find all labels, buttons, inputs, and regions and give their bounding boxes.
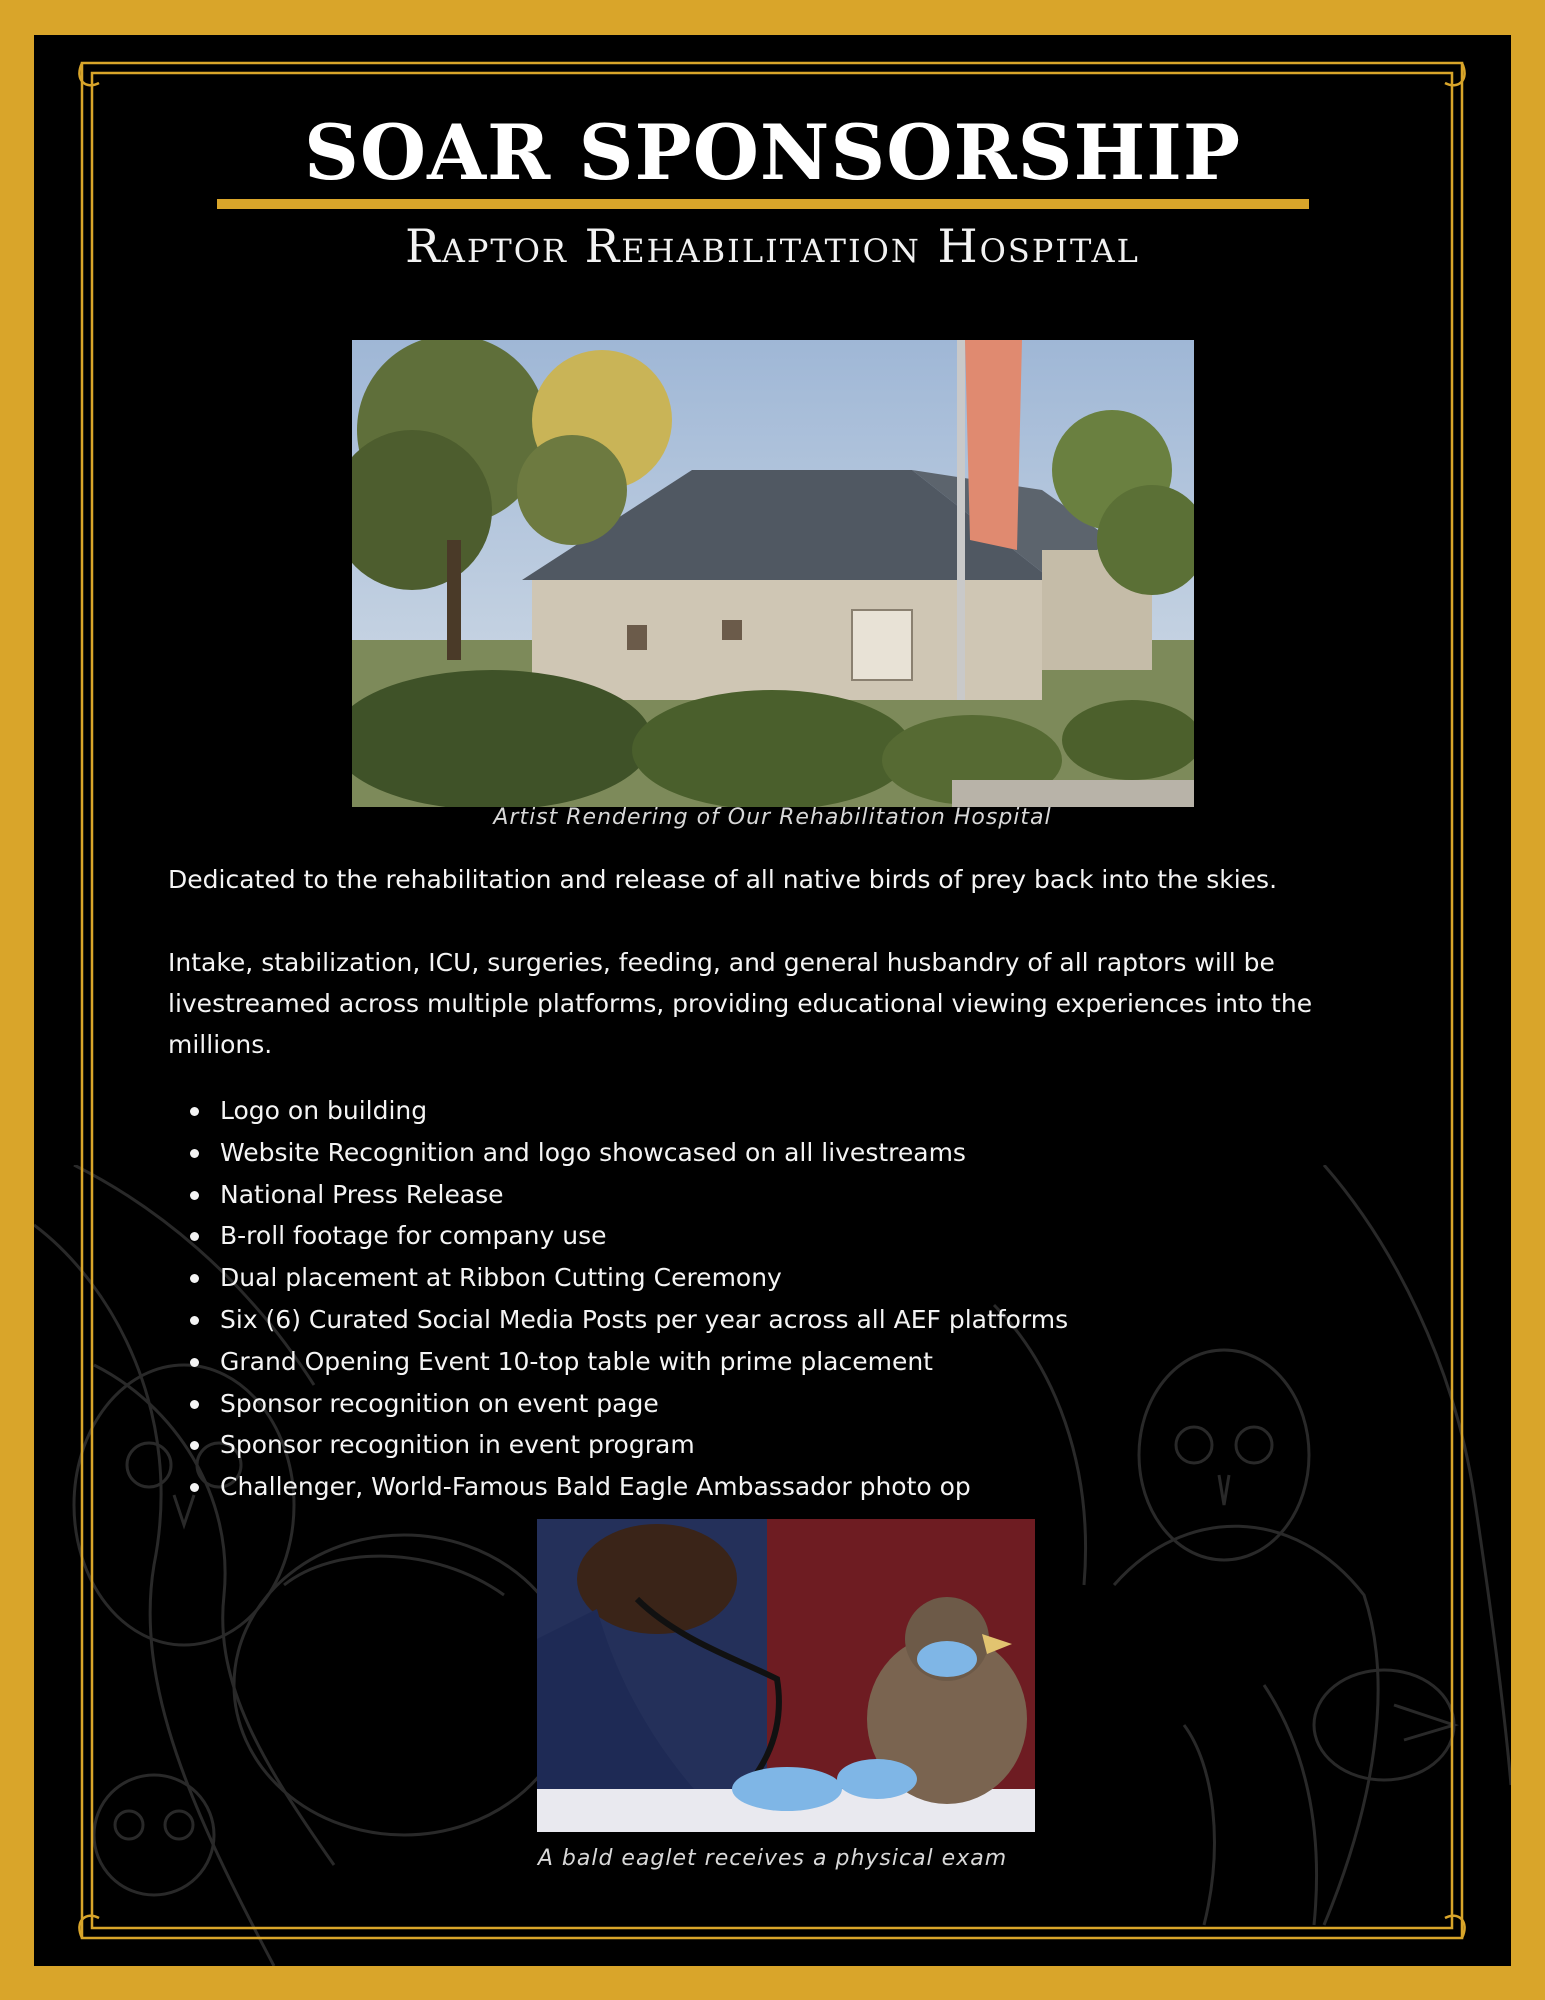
hospital-image-caption: Artist Rendering of Our Rehabilitation Hospital [493, 805, 1052, 830]
list-item: Challenger, World-Famous Bald Eagle Ambassador photo op [220, 1466, 1420, 1508]
list-item: Website Recognition and logo showcased on all livestreams [220, 1132, 1420, 1174]
mission-paragraph: Dedicated to the rehabilitation and release of all native birds of prey back into the skies. [168, 865, 1278, 894]
page-title: SOAR SPONSORSHIP [303, 108, 1242, 197]
list-item: B-roll footage for company use [220, 1215, 1420, 1257]
page-subtitle: Raptor Rehabilitation Hospital [405, 219, 1140, 273]
list-item: Logo on building [220, 1090, 1420, 1132]
list-item: Sponsor recognition on event page [220, 1383, 1420, 1425]
building-rendering-image [352, 340, 1194, 807]
exam-image-caption: A bald eaglet receives a physical exam [537, 1846, 1008, 1871]
list-item: Grand Opening Event 10-top table with prime placement [220, 1341, 1420, 1383]
list-item: Dual placement at Ribbon Cutting Ceremony [220, 1257, 1420, 1299]
list-item: Sponsor recognition in event program [220, 1424, 1420, 1466]
livestream-paragraph: Intake, stabilization, ICU, surgeries, feeding, and general husbandry of all raptors will be livestreamed across multiple platforms, providing educational viewing experiences into the millions. [168, 948, 1313, 1059]
list-item: Six (6) Curated Social Media Posts per year across all AEF platforms [220, 1299, 1420, 1341]
benefits-list [168, 1090, 1420, 1508]
list-item: National Press Release [220, 1174, 1420, 1216]
title-divider [217, 199, 1309, 209]
eaglet-exam-image [537, 1519, 1035, 1832]
flyer-page [34, 35, 1511, 1966]
